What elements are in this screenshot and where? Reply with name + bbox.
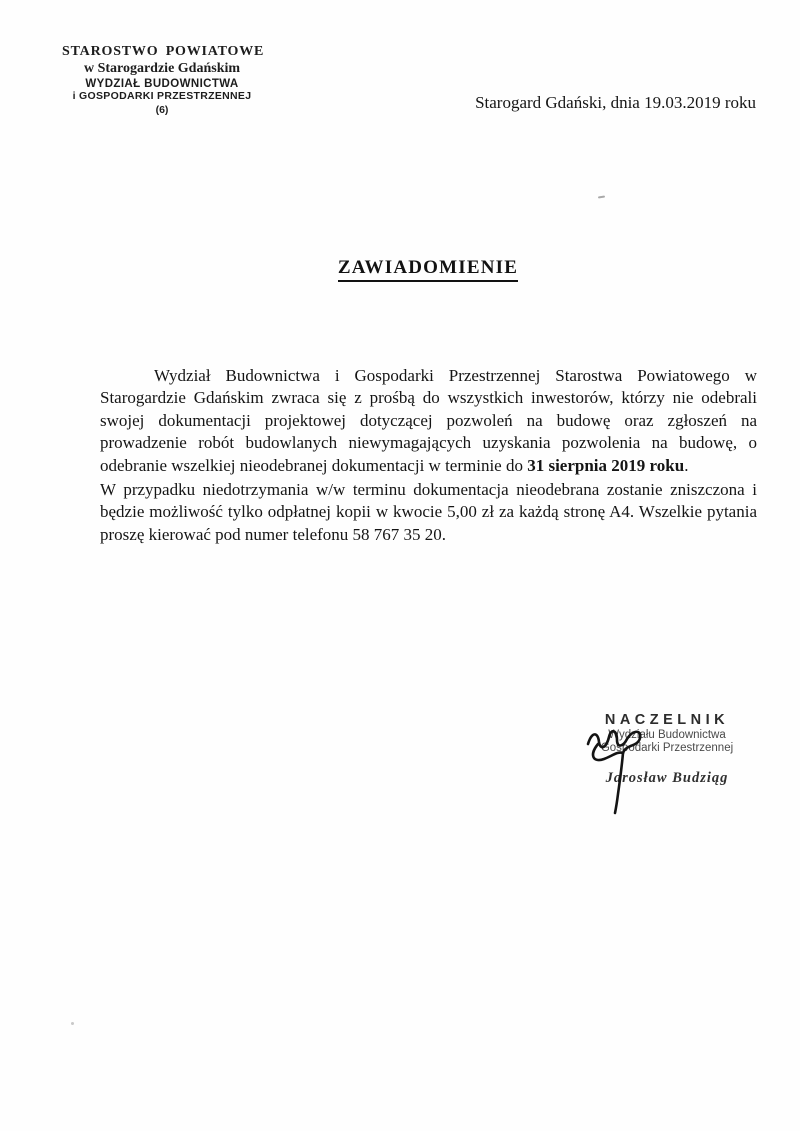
deadline-date-bold: 31 sierpnia 2019 roku: [527, 455, 685, 475]
body-paragraph-2: W przypadku niedotrzymania w/w terminu dokumentacja nieodebrana zostanie zniszczona i będzie możliwość tylko odpłatnej kopii w kwocie 5,00 zł za każdą stronę A4. Wszelkie pytania proszę kierować pod numer telefonu 58 767 35 20.: [100, 480, 757, 544]
office-city: w Starogardzie Gdańskim: [83, 61, 241, 76]
date-line: Starogard Gdański, dnia 19.03.2019 roku: [475, 93, 756, 112]
sender-office-stamp: [62, 44, 265, 116]
signer-department-line2: Gospodarki Przestrzennej: [600, 742, 734, 754]
signature-stamp: [572, 712, 762, 787]
stamp-number: (6): [155, 104, 169, 116]
paragraph-1-period: .: [684, 455, 689, 475]
department-name-line2: i GOSPODARKI PRZESTRZENNEJ: [72, 90, 252, 102]
paragraph-1-text: Wydział Budownictwa i Gospodarki Przestrzennej Starostwa Powiatowego w Starogardzie Gdańskim zwraca się z prośbą do wszystkich inwestorów, którzy nie odebrali swojej dokumentacji projektowej dotyczącej pozwoleń na budowę oraz zgłoszeń na prowadzenie robót budowlanych niewymagających uzyskania pozwolenia na budowę, o odebranie wszelkiej nieodebranej dokumentacji w terminie do: [100, 366, 757, 475]
body-paragraph-1: [100, 365, 757, 477]
scan-speck: [71, 1022, 74, 1025]
document-title: ZAWIADOMIENIE: [100, 257, 756, 279]
signer-role: NACZELNIK: [604, 712, 730, 728]
department-name-line1: WYDZIAŁ BUDOWNICTWA: [85, 78, 239, 90]
scan-artifact-mark: [598, 196, 605, 199]
office-name: STAROSTWO POWIATOWE: [62, 44, 265, 59]
signer-name: Jarosław Budziąg: [605, 770, 729, 786]
signer-department-line1: Wydziału Budownictwa: [608, 729, 726, 741]
